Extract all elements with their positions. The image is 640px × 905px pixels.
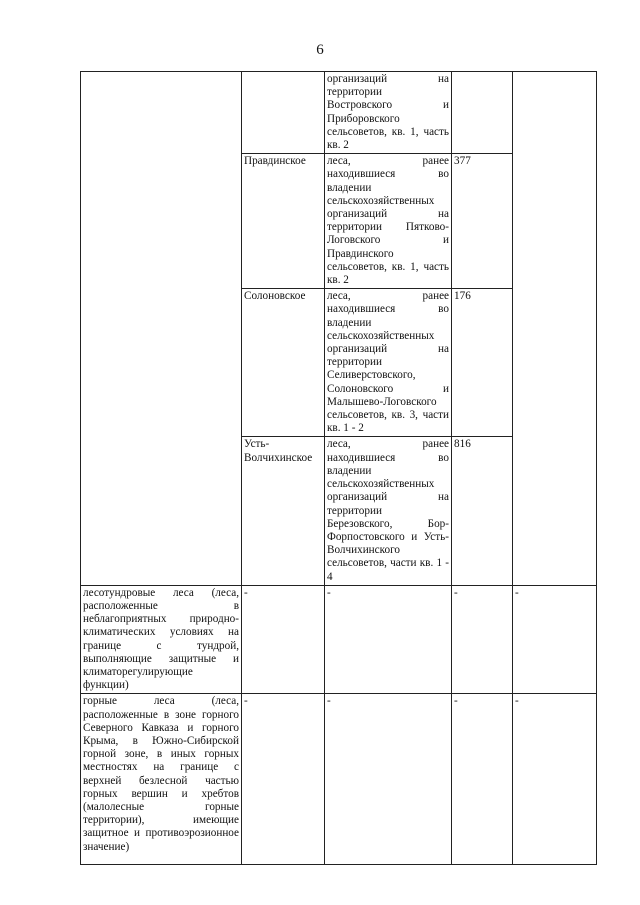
area-cell: -	[452, 585, 513, 694]
area-cell: 377	[452, 154, 513, 289]
page-number: 6	[316, 42, 324, 58]
description-cell: леса, ранее находившиеся во владении сельскохозяйственных организаций на территории Пятково-Логовского и Правдинского сельсоветов, кв. 1, часть кв. 2	[325, 154, 452, 289]
note-cell	[513, 72, 597, 586]
area-cell: 176	[452, 289, 513, 437]
category-cell: лесотундровые леса (леса, расположенные в неблагоприятных природно-климатических условиях на границе с тундрой, выполняющие защитные и климаторегулирующие функции)	[81, 585, 242, 694]
district-cell: Правдинское	[242, 154, 325, 289]
district-cell: -	[242, 585, 325, 694]
description-cell: организаций на территории Востровского и Приборовского сельсоветов, кв. 1, часть кв. 2	[325, 72, 452, 154]
table-row	[81, 694, 597, 865]
description-cell: -	[325, 585, 452, 694]
note-cell: -	[513, 694, 597, 865]
description-cell: леса, ранее находившиеся во владении сельскохозяйственных организаций на территории Селиверстовского, Солоновского и Малышево-Логовского сельсоветов, кв. 3, части кв. 1 - 2	[325, 289, 452, 437]
district-cell: -	[242, 694, 325, 865]
table-row	[81, 72, 597, 154]
area-cell: 816	[452, 437, 513, 585]
note-cell: -	[513, 585, 597, 694]
area-cell	[452, 72, 513, 154]
description-cell: леса, ранее находившиеся во владении сельскохозяйственных организаций на территории Березовского, Бор-Форпостовского и Усть-Волчихинского сельсоветов, части кв. 1 - 4	[325, 437, 452, 585]
protective-forests-table	[80, 71, 597, 865]
district-cell: Усть-Волчихинское	[242, 437, 325, 585]
area-cell: -	[452, 694, 513, 865]
table-row	[81, 585, 597, 694]
district-cell	[242, 72, 325, 154]
category-cell	[81, 72, 242, 586]
district-cell: Солоновское	[242, 289, 325, 437]
category-cell: горные леса (леса, расположенные в зоне горного Северного Кавказа и горного Крыма, в Южно-Сибирской горной зоне, в иных горных местностях на границе с верхней безлесной частью горных вершин и хребтов (малолесные горные территории), имеющие защитное и противоэрозионное значение)	[81, 694, 242, 865]
description-cell: -	[325, 694, 452, 865]
